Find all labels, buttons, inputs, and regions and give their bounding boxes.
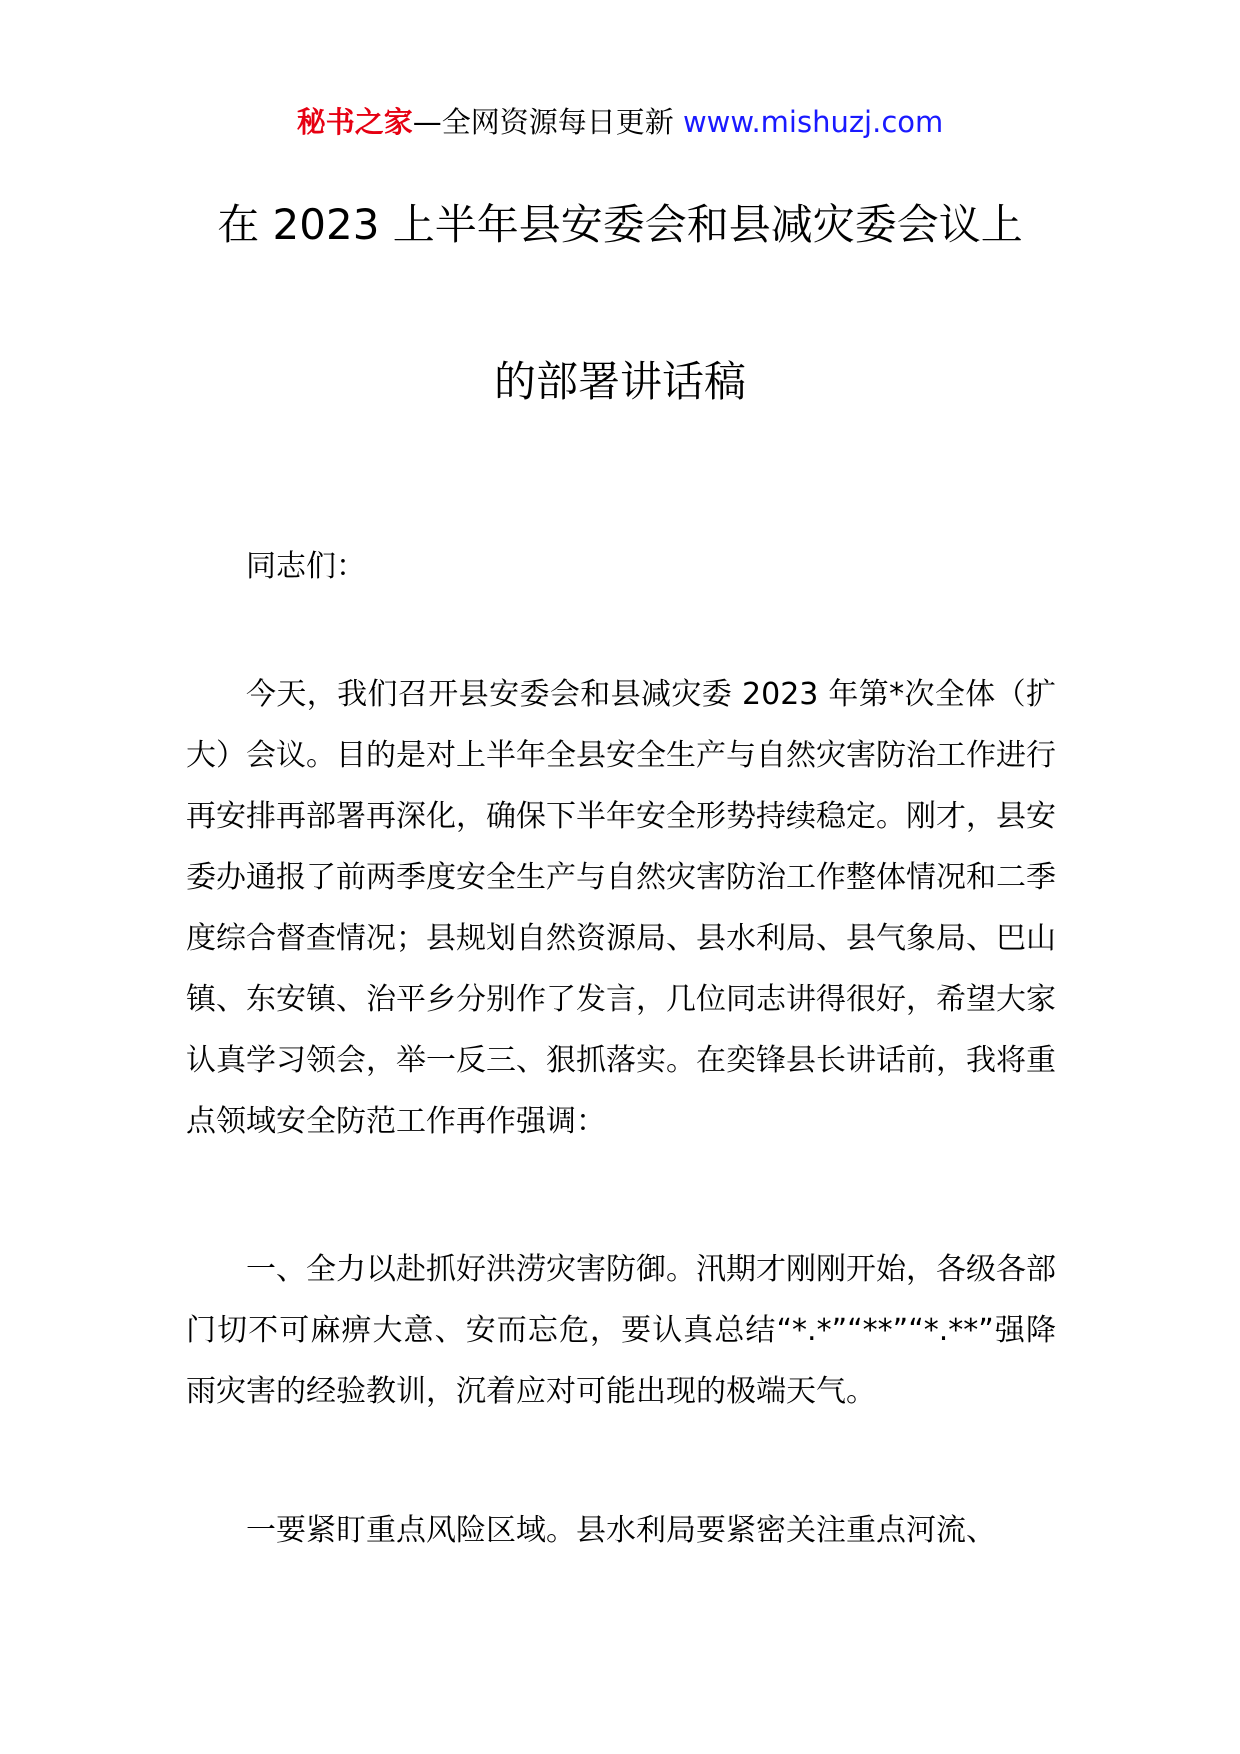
paragraph-section-one: 一、全力以赴抓好洪涝灾害防御。汛期才刚刚开始，各级各部门切不可麻痹大意、安而忘危，要认真总结“*.*”“**”“*.**”强降雨灾害的经验教训，沉着应对可能出现的极端天气。 xyxy=(186,1252,1056,1409)
brand-name: 秘书之家 xyxy=(296,105,413,139)
document-title-line-2: 的部署讲话稿 xyxy=(493,357,746,406)
paragraph-subpoint-one: 一要紧盯重点风险区域。县水利局要紧密关注重点河流、 xyxy=(246,1513,996,1548)
site-header xyxy=(0,100,1240,144)
header-slogan: —全网资源每日更新 xyxy=(412,105,674,139)
paragraph-opening: 今天，我们召开县安委会和县减灾委 2023 年第*次全体（扩大）会议。目的是对上半年全县安全生产与自然灾害防治工作进行再安排再部署再深化，确保下半年安全形势持续稳定。刚才，县安委办通报了前两季度安全生产与自然灾害防治工作整体情况和二季度综合督查情况；县规划自然资源局、县水利局、县气象局、巴山镇、东安镇、治平乡分别作了发言，几位同志讲得很好，希望大家认真学习领会，举一反三、狠抓落实。在奕锋县长讲话前，我将重点领域安全防范工作再作强调： xyxy=(186,677,1056,1139)
salutation: 同志们： xyxy=(246,549,366,584)
document-title-line-1: 在 2023 上半年县安委会和县减灾委会议上 xyxy=(217,200,1023,249)
site-url-link[interactable]: www.mishuzj.com xyxy=(682,105,944,139)
